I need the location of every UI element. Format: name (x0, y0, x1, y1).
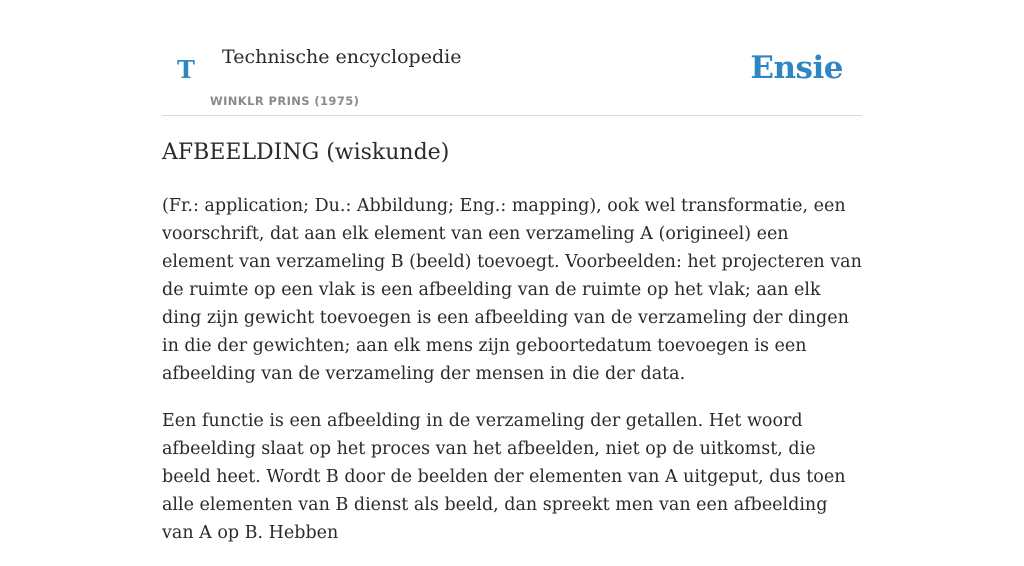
book-edition: WINKLR PRINS (1975) (210, 94, 360, 108)
entry-paragraph: (Fr.: application; Du.: Abbildung; Eng.: mapping), ook wel transformatie, een voorschrift, dat aan elk element van een verzameling A (origineel) een element van verzameling B (beeld) toevoegt. Voorbeelden: het projecteren van de ruimte op een vlak is een afbeelding van de ruimte op het vlak; aan elk ding zijn gewicht toevoegen is een afbeelding van de verzameling der dingen in die der gewichten; aan elk mens zijn geboortedatum toevoegen is een afbeelding van de verzameling der mensen in die der data. (162, 196, 862, 384)
entry-paragraph: Een functie is een afbeelding in de verzameling der getallen. Het woord afbeelding slaat op het proces van het afbeelden, niet op de uitkomst, die beeld heet. Wordt B door de beelden der elementen van A uitgeput, dus toen alle elementen van B dienst als beeld, dan spreekt men van een afbeelding van A op B. Hebben (162, 411, 846, 543)
book-logo-letter[interactable]: T (177, 55, 195, 84)
header (162, 0, 862, 116)
book-title[interactable]: Technische encyclopedie (222, 46, 462, 68)
entry-title: AFBEELDING (wiskunde) (162, 140, 450, 165)
brand-logo[interactable]: Ensie (750, 50, 843, 86)
entry-body (162, 192, 862, 566)
page (162, 0, 862, 543)
